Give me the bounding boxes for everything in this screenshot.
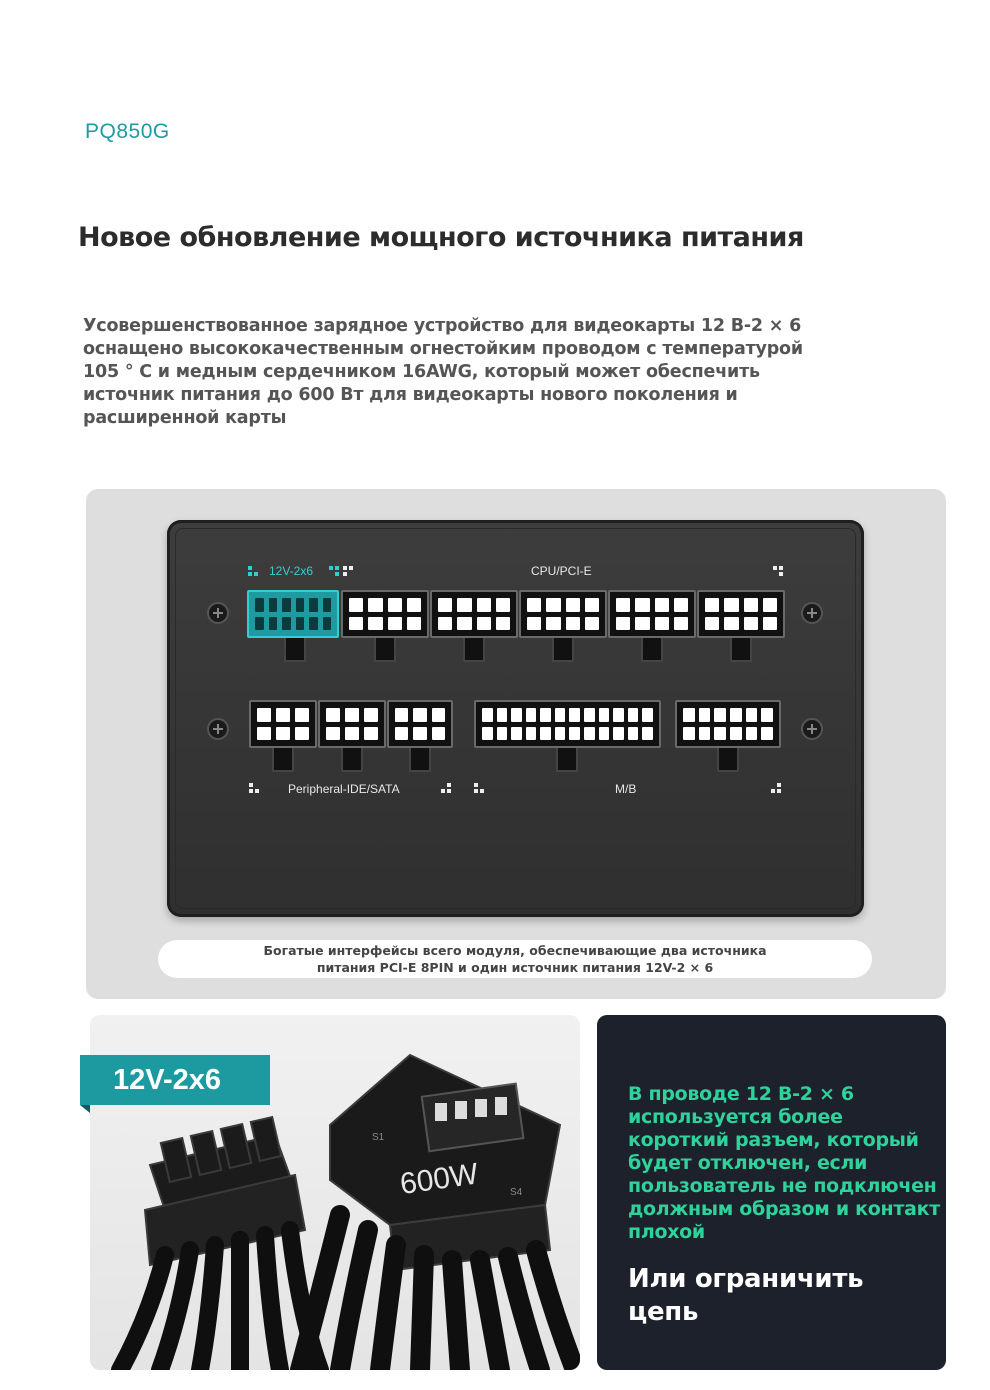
notice-line: плохой (628, 1221, 705, 1243)
socket-cpu-pcie (519, 590, 607, 638)
pin-mark-icon (771, 783, 782, 793)
model-name: PQ850G (85, 120, 170, 143)
pin-mark-icon (249, 783, 260, 793)
notice-white-line: Или ограничить (628, 1264, 864, 1294)
pin-label-s4: S4 (510, 1187, 523, 1198)
pin-mark-icon (474, 783, 485, 793)
description (83, 315, 863, 430)
screw-icon (207, 602, 229, 624)
notice-line: будет отключен, если (628, 1152, 868, 1174)
description-line: Усовершенствованное зарядное устройство для видеокарты 12 В-2 × 6 (83, 316, 802, 336)
pin-label-s1: S1 (372, 1132, 385, 1143)
socket-peripheral (387, 700, 453, 748)
notice-white-line: цепь (628, 1297, 699, 1327)
pin-mark-icon (329, 566, 340, 576)
socket-peripheral (249, 700, 317, 748)
notice-line: должным образом и контакт (628, 1198, 940, 1220)
notice-line: В проводе 12 В-2 × 6 (628, 1083, 854, 1105)
pin-mark-icon (441, 783, 452, 793)
panel-caption-line: питания PCI-E 8PIN и один источник питания 12V-2 × 6 (316, 960, 714, 975)
screw-icon (207, 718, 229, 740)
screw-icon (801, 718, 823, 740)
psu-panel-image (167, 520, 864, 917)
label-cpu-pcie: CPU/PCI-E (531, 564, 592, 578)
notice-teal-text (628, 1083, 940, 1244)
socket-cpu-pcie (341, 590, 429, 638)
small-connector (145, 1117, 305, 1265)
connector-print-600w: 600W (398, 1157, 481, 1202)
panel-caption (158, 940, 872, 978)
notice-line: короткий разъем, который (628, 1129, 919, 1151)
socket-cpu-pcie (608, 590, 696, 638)
socket-mb-24pin (474, 700, 661, 748)
socket-cpu-pcie (697, 590, 785, 638)
label-mb: M/B (615, 782, 637, 796)
panel-caption-line: Богатые интерфейсы всего модуля, обеспечивающие два источника (263, 943, 767, 958)
notice-line: используется более (628, 1106, 843, 1128)
description-line: 105 ° C и медным сердечником 16AWG, который может обеспечить (83, 362, 760, 382)
description-line: расширенной карты (83, 408, 287, 428)
socket-mb-aux (675, 700, 781, 748)
pin-mark-icon (343, 566, 354, 576)
description-line: источник питания до 600 Вт для видеокарты нового поколения и (83, 385, 738, 405)
label-12v: 12V-2x6 (269, 564, 314, 578)
label-peripheral: Peripheral-IDE/SATA (288, 782, 400, 796)
socket-peripheral (318, 700, 386, 748)
notice-line: пользователь не подключен (628, 1175, 937, 1197)
socket-cpu-pcie (430, 590, 518, 638)
headline: Новое обновление мощного источника питания (78, 222, 804, 253)
screw-icon (801, 602, 823, 624)
socket-12v-2x6 (247, 590, 339, 638)
description-line: оснащено высококачественным огнестойким проводом с температурой (83, 339, 803, 359)
pin-mark-icon (248, 566, 259, 576)
pin-mark-icon (773, 566, 784, 576)
notice-white-text (628, 1263, 863, 1329)
cable-badge: 12V-2x6 (80, 1055, 270, 1105)
